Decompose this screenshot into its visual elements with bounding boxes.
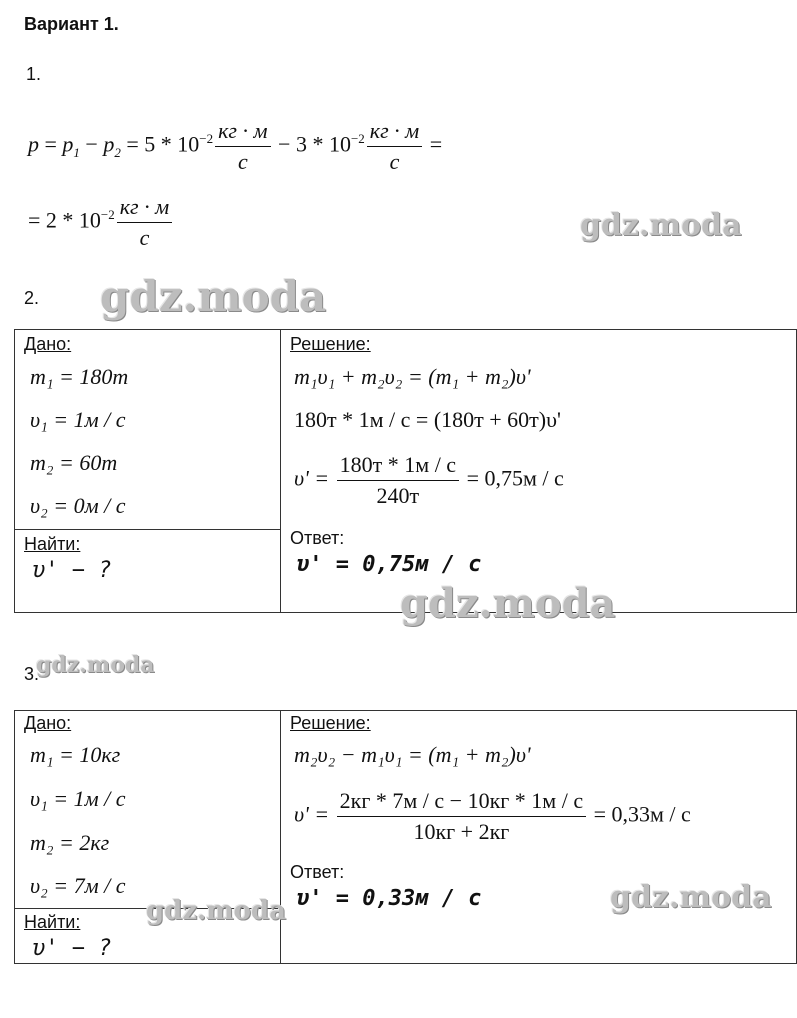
given-item: m₁ = 10кг	[30, 742, 121, 767]
answer-label: Ответ:	[290, 862, 345, 882]
fraction-numerator: кг · м	[215, 118, 270, 147]
watermark: gdz.moda	[400, 580, 616, 627]
momentum1-symbol: p	[62, 131, 74, 157]
term2-coefficient: − 3 * 10	[272, 131, 351, 157]
task1-equation-line1	[28, 118, 442, 175]
solution-label: Решение:	[290, 334, 371, 354]
solution-fraction-equation	[294, 788, 691, 845]
task1-equation-line2	[28, 194, 174, 251]
result-unit-fraction	[117, 194, 172, 251]
equals-sign: =	[39, 131, 63, 157]
given-item: υ₂ = 7м / с	[30, 873, 126, 898]
given-item: υ₂ = 0м / с	[30, 493, 126, 518]
result-value: = 0,33м / с	[593, 801, 691, 827]
solution-equation: m₁υ₁ + m₂υ₂ = (m₁ + m₂)υ'	[294, 364, 531, 389]
fraction-numerator: кг · м	[367, 118, 422, 147]
velocity-symbol: υ' =	[294, 801, 330, 827]
momentum2-symbol: p	[103, 131, 115, 157]
term2-exponent: −2	[350, 131, 365, 147]
momentum-symbol: p	[28, 131, 39, 157]
term1-exponent: −2	[199, 131, 214, 147]
term1-unit-fraction	[215, 118, 270, 175]
term2-unit-fraction	[367, 118, 422, 175]
given-item: υ₁ = 1м / с	[30, 407, 126, 432]
task1-number: 1.	[26, 64, 42, 84]
given-item: m₂ = 2кг	[30, 830, 110, 855]
solution-equation: 180т * 1м / с = (180т + 60т)υ'	[294, 407, 561, 432]
answer-value: υ' = 0,33м / с	[296, 886, 482, 911]
find-value: υ' − ?	[32, 936, 112, 961]
velocity-fraction	[337, 788, 586, 845]
subscript-2: 2	[114, 144, 121, 160]
answer-value: υ' = 0,75м / с	[296, 552, 482, 577]
subscript-1: 1	[73, 144, 80, 160]
task3-number: 3.	[24, 664, 40, 684]
task2-number: 2.	[24, 288, 40, 308]
equals-sign: =	[424, 131, 443, 157]
table-divider	[14, 529, 281, 530]
page-heading: Вариант 1.	[24, 14, 119, 34]
find-value: υ' − ?	[32, 558, 112, 583]
find-label: Найти:	[24, 912, 81, 932]
fraction-denominator: 240т	[376, 483, 420, 508]
result-coefficient: = 2 * 10	[28, 207, 101, 233]
result-exponent: −2	[100, 207, 115, 223]
given-label: Дано:	[24, 713, 72, 733]
fraction-denominator: с	[389, 149, 400, 174]
fraction-denominator: с	[237, 149, 248, 174]
watermark: gdz.moda	[580, 208, 742, 243]
result-value: = 0,75м / с	[466, 465, 564, 491]
fraction-numerator: кг · м	[117, 194, 172, 223]
fraction-denominator: с	[139, 225, 150, 250]
solution-fraction-equation	[294, 452, 564, 509]
given-item: υ₁ = 1м / с	[30, 786, 126, 811]
given-item: m₂ = 60т	[30, 450, 118, 475]
velocity-fraction	[337, 452, 459, 509]
given-item: m₁ = 180т	[30, 364, 129, 389]
find-label: Найти:	[24, 534, 81, 554]
given-label: Дано:	[24, 334, 72, 354]
watermark: gdz.moda	[610, 880, 772, 915]
fraction-numerator: 2кг * 7м / с − 10кг * 1м / с	[337, 788, 586, 817]
solution-equation: m₂υ₂ − m₁υ₁ = (m₁ + m₂)υ'	[294, 742, 531, 767]
velocity-symbol: υ' =	[294, 465, 330, 491]
answer-label: Ответ:	[290, 528, 345, 548]
table-divider	[280, 329, 281, 613]
watermark: gdz.moda	[100, 272, 327, 321]
fraction-denominator: 10кг + 2кг	[413, 819, 510, 844]
fraction-numerator: 180т * 1м / с	[337, 452, 459, 481]
term1-coefficient: = 5 * 10	[120, 131, 200, 157]
solution-label: Решение:	[290, 713, 371, 733]
minus-sign: −	[79, 131, 104, 157]
watermark: gdz.moda	[146, 896, 287, 926]
watermark: gdz.moda	[36, 652, 155, 678]
